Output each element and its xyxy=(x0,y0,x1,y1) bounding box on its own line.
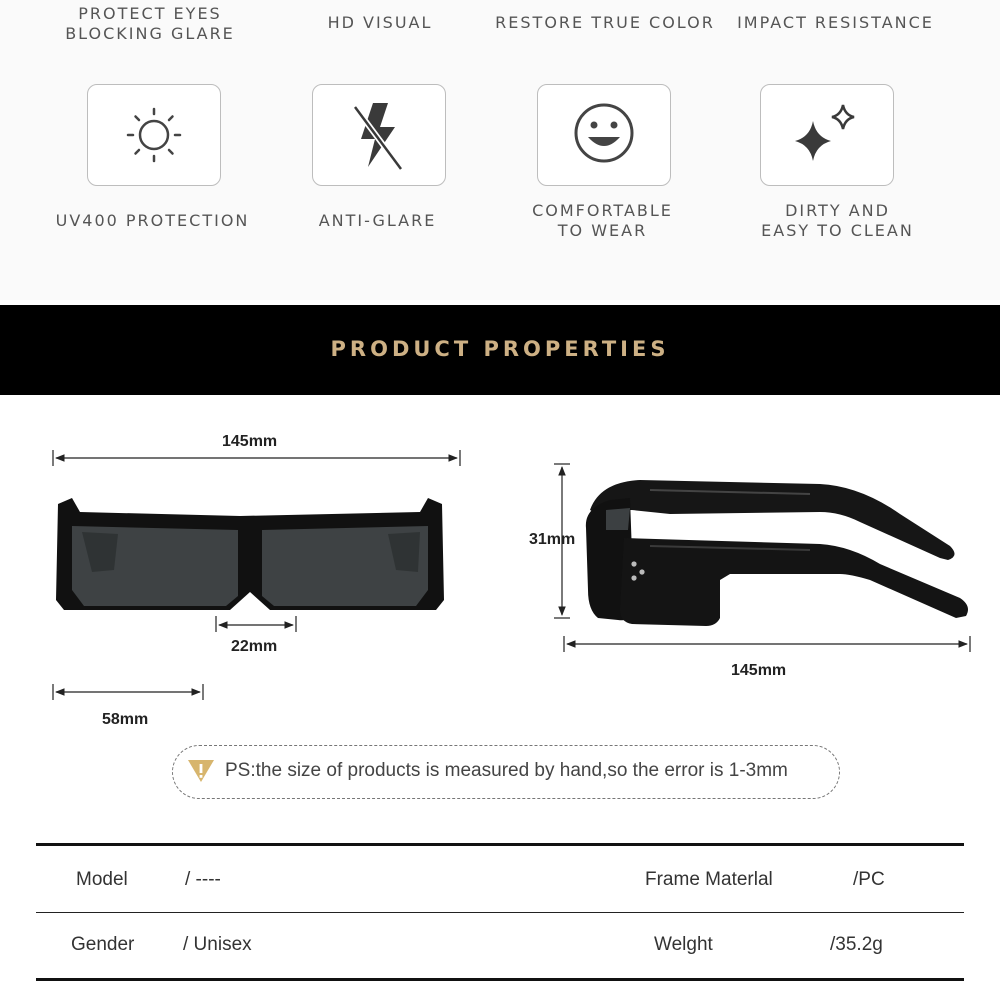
caption-impact-resistance: IMPACT RESISTANCE xyxy=(737,13,934,32)
table-top-rule xyxy=(36,843,964,846)
glasses-side xyxy=(586,480,968,626)
spec-label-frame-material: Frame Materlal xyxy=(645,869,773,890)
measurement-note-text: PS:the size of products is measured by hand,so the error is 1-3mm xyxy=(225,760,788,781)
section-title: PRODUCT PROPERTIES xyxy=(330,337,670,361)
spec-value-weight: /35.2g xyxy=(830,934,883,955)
caption-hd-visual: HD VISUAL xyxy=(327,13,433,32)
front-width-label: 145mm xyxy=(222,433,278,450)
spec-value-frame-material: /PC xyxy=(853,869,885,890)
warning-icon xyxy=(186,758,216,784)
side-view-diagram xyxy=(520,450,1000,680)
glasses-front xyxy=(56,498,444,610)
caption-protect-eyes: PROTECT EYES BLOCKING GLARE xyxy=(65,4,235,43)
caption-restore-true-color: RESTORE TRUE COLOR xyxy=(495,13,715,32)
feature-box-uv400 xyxy=(87,84,221,186)
table-bottom-rule xyxy=(36,978,964,981)
feature-box-easy-clean xyxy=(760,84,894,186)
spec-label-gender: Gender xyxy=(71,934,135,955)
temple-length-label: 145mm xyxy=(731,662,787,679)
spec-value-model: / ---- xyxy=(185,869,221,890)
front-view-diagram xyxy=(0,420,500,730)
feature-label-comfortable: COMFORTABLE TO WEAR xyxy=(532,201,673,240)
smiley-icon xyxy=(538,85,670,185)
sun-icon xyxy=(88,85,220,185)
lens-width-label: 58mm xyxy=(102,711,149,728)
bridge-label: 22mm xyxy=(231,638,278,655)
sparkle-icon xyxy=(761,85,893,185)
spec-label-weight: Welght xyxy=(654,934,713,955)
feature-box-comfortable xyxy=(537,84,671,186)
feature-label-anti-glare: ANTI-GLARE xyxy=(318,211,437,230)
table-row-divider xyxy=(36,912,964,913)
lightning-slash-icon xyxy=(313,85,445,185)
feature-label-easy-clean: DIRTY AND EASY TO CLEAN xyxy=(761,201,914,240)
feature-label-uv400: UV400 PROTECTION xyxy=(55,211,250,230)
spec-label-model: Model xyxy=(76,869,128,890)
feature-box-anti-glare xyxy=(312,84,446,186)
lens-height-label: 31mm xyxy=(529,531,576,548)
spec-value-gender: / Unisex xyxy=(183,934,252,955)
